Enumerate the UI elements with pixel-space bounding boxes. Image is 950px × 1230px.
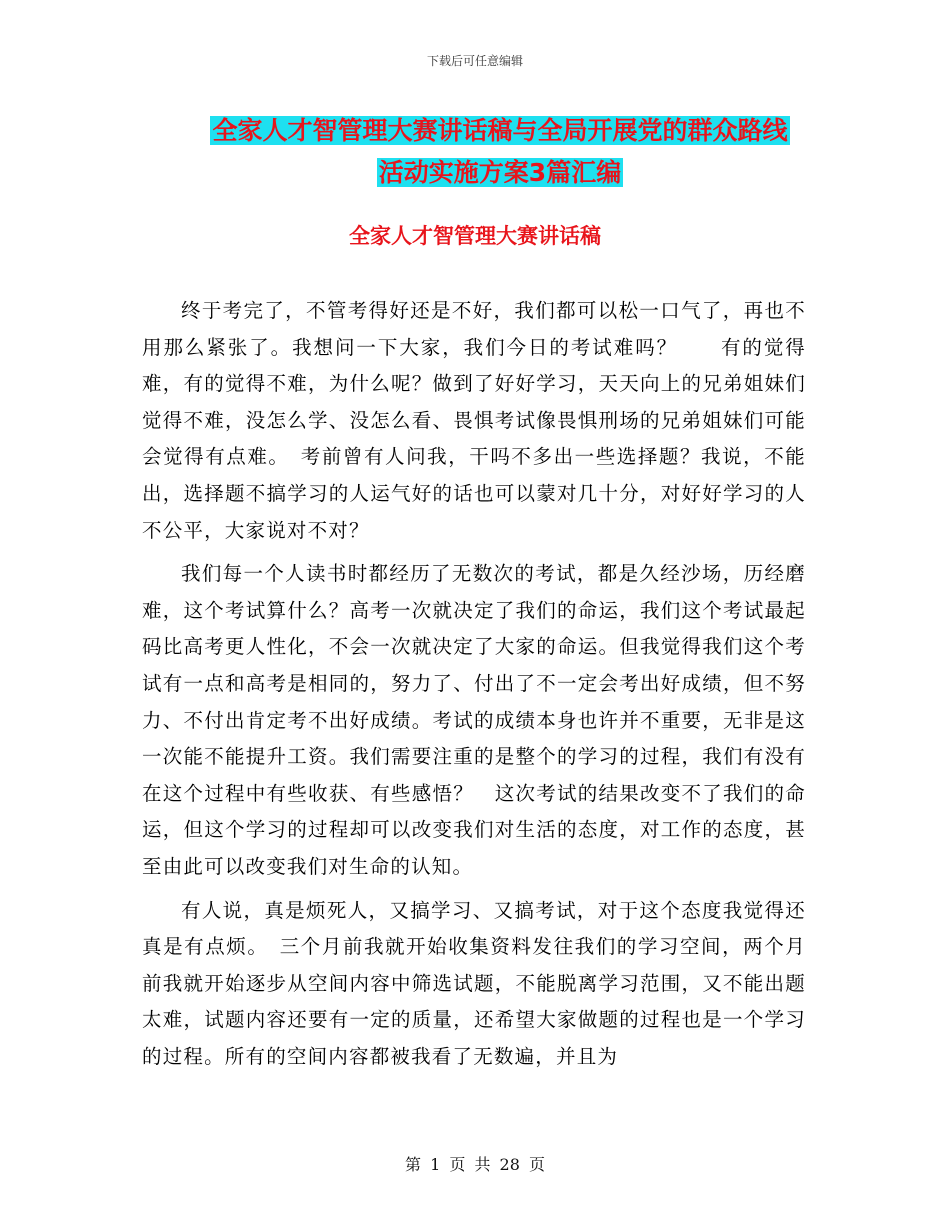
paragraph: 终于考完了，不管考得好还是不好，我们都可以松一口气了，再也不用那么紧张了。我想问一下大家，我们今日的考试难吗？ 有的觉得难，有的觉得不难，为什么呢？做到了好好学习，天天向上的兄弟姐妹们觉得不难，没怎么学、没怎么看、畏惧考试像畏惧刑场的兄弟姐妹们可能会觉得有点难。 考前曾有人问我，干吗不多出一些选择题？我说，不能出，选择题不搞学习的人运气好的话也可以蒙对几十分，对好好学习的人不公平，大家说对不对？ [142, 299, 806, 542]
document-title [180, 110, 820, 194]
page-number: 第 1 页 共 28 页 [405, 1155, 545, 1174]
document-title-line-2: 活动实施方案3篇汇编 [378, 158, 622, 187]
document-body [142, 293, 806, 1082]
paragraph: 有人说，真是烦死人，又搞学习、又搞考试，对于这个态度我觉得还真是有点烦。 三个月前我就开始收集资料发往我们的学习空间，两个月前我就开始逐步从空间内容中筛选试题，不能脱离学习范围，又不能出题太难，试题内容还要有一定的质量，还希望大家做题的过程也是一个学习的过程。所有的空间内容都被我看了无数遍，并且为 [142, 898, 806, 1068]
paragraph: 我们每一个人读书时都经历了无数次的考试，都是久经沙场，历经磨难，这个考试算什么？高考一次就决定了我们的命运，我们这个考试最起码比高考更人性化，不会一次就决定了大家的命运。但我觉得我们这个考试有一点和高考是相同的，努力了、付出了不一定会考出好成绩，但不努力、不付出肯定考不出好成绩。考试的成绩本身也许并不重要，无非是这一次能不能提升工资。我们需要注重的是整个的学习的过程，我们有没有在这个过程中有些收获、有些感悟？ 这次考试的结果改变不了我们的命运，但这个学习的过程却可以改变我们对生活的态度，对工作的态度，甚至由此可以改变我们对生命的认知。 [142, 562, 806, 878]
header-note: 下载后可任意编辑 [426, 54, 523, 68]
document-title-line-1: 全家人才智管理大赛讲话稿与全局开展党的群众路线 [212, 116, 788, 145]
section-title: 全家人才智管理大赛讲话稿 [349, 224, 601, 248]
